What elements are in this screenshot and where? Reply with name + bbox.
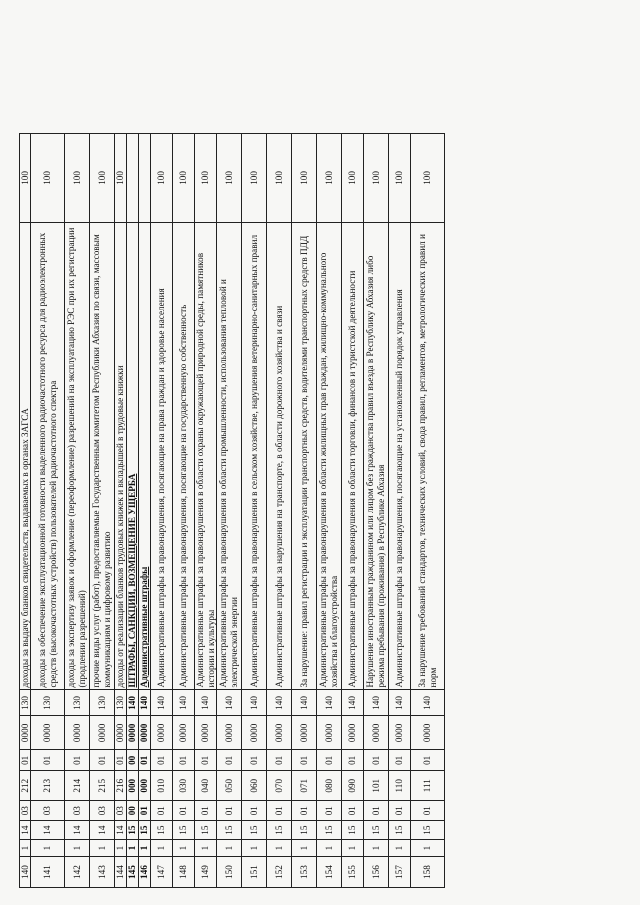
code-program-cell: 0000 <box>90 715 114 749</box>
code-group-cell: 1 <box>292 839 316 856</box>
row-number-cell: 151 <box>242 856 266 887</box>
code-program-cell: 0000 <box>151 715 172 749</box>
code-article-cell: 01 <box>139 800 150 820</box>
code-economic-cell: 140 <box>292 689 316 715</box>
description-cell: Административные штрафы за нарушения на транспорте, в области дорожного хозяйства и связи <box>267 222 291 690</box>
percent-cell: 100 <box>96 171 107 185</box>
description-cell: Административные штрафы за правонарушения в сельском хозяйстве, нарушения ветеринарно-санитарных правил <box>242 222 266 690</box>
code-element-cell: 01 <box>115 749 126 770</box>
code-program-cell: 0000 <box>127 715 138 749</box>
row-number-cell: 141 <box>31 856 64 887</box>
row-number-cell: 155 <box>342 856 363 887</box>
code-economic-cell: 140 <box>217 689 241 715</box>
code-subarticle-cell: 000 <box>127 770 138 800</box>
percent-cell: 100 <box>20 171 30 185</box>
percent-cell: 100 <box>248 171 259 185</box>
table-row <box>195 133 217 888</box>
code-article-cell: 03 <box>20 800 30 820</box>
description-cell: За нарушение требований стандартов, технических условий, свода правил, регламентов, метрологических правил и норм <box>411 222 444 690</box>
code-element-cell: 01 <box>90 749 114 770</box>
code-subarticle-cell: 070 <box>267 770 291 800</box>
code-element-cell: 01 <box>364 749 388 770</box>
code-economic-cell: 140 <box>389 689 410 715</box>
code-subgroup-cell: 15 <box>195 820 216 839</box>
code-program-cell: 0000 <box>217 715 241 749</box>
code-program-cell: 0000 <box>115 715 126 749</box>
table-row <box>90 133 115 888</box>
code-program-cell: 0000 <box>20 715 30 749</box>
code-subarticle-cell: 110 <box>389 770 410 800</box>
code-subgroup-cell: 15 <box>151 820 172 839</box>
percent-cell <box>139 134 150 222</box>
code-group-cell: 1 <box>217 839 241 856</box>
row-number-cell: 148 <box>173 856 194 887</box>
code-subarticle-cell: 060 <box>242 770 266 800</box>
percent-cell: 100 <box>71 171 82 185</box>
code-subgroup-cell: 15 <box>127 820 138 839</box>
code-subgroup-cell: 14 <box>90 820 114 839</box>
table-row <box>267 133 292 888</box>
code-element-cell: 01 <box>20 749 30 770</box>
code-article-cell: 01 <box>173 800 194 820</box>
budget-classification-table <box>19 133 445 888</box>
table-row <box>115 133 127 888</box>
code-article-cell: 03 <box>115 800 126 820</box>
table-row <box>217 133 242 888</box>
description-cell: Административные штрафы <box>139 222 150 690</box>
description-cell: Административные штрафы за правонарушения в области жилищных прав граждан, жилищно-коммунального хозяйства и благоустройства <box>317 222 341 690</box>
code-group-cell: 1 <box>389 839 410 856</box>
table-row <box>19 133 31 888</box>
code-element-cell: 01 <box>267 749 291 770</box>
code-economic-cell: 130 <box>90 689 114 715</box>
table-row <box>151 133 173 888</box>
code-subarticle-cell: 212 <box>20 770 30 800</box>
row-number-cell: 147 <box>151 856 172 887</box>
code-element-cell: 00 <box>127 749 138 770</box>
description-cell: Административные штрафы за правонарушения, посягающие на права граждан и здоровье населения <box>151 222 172 690</box>
code-economic-cell: 130 <box>20 689 30 715</box>
code-article-cell: 01 <box>195 800 216 820</box>
code-subgroup-cell: 15 <box>411 820 444 839</box>
code-article-cell: 01 <box>151 800 172 820</box>
code-program-cell: 0000 <box>317 715 341 749</box>
code-subarticle-cell: 010 <box>151 770 172 800</box>
description-cell: Нарушение иностранным гражданином или лицом без гражданства правил въезда в Республику Абхазия либо режима пребывания (проживания) в Республике Абхазия <box>364 222 388 690</box>
code-economic-cell: 140 <box>411 689 444 715</box>
code-program-cell: 0000 <box>364 715 388 749</box>
table-row <box>342 133 364 888</box>
code-subgroup-cell: 15 <box>242 820 266 839</box>
code-group-cell: 1 <box>127 839 138 856</box>
table-row <box>364 133 389 888</box>
row-number-cell: 149 <box>195 856 216 887</box>
code-subgroup-cell: 14 <box>31 820 64 839</box>
code-element-cell: 01 <box>65 749 89 770</box>
row-number-cell: 142 <box>65 856 89 887</box>
percent-cell: 100 <box>422 171 432 185</box>
code-economic-cell: 130 <box>31 689 64 715</box>
code-group-cell: 1 <box>139 839 150 856</box>
row-number-cell: 150 <box>217 856 241 887</box>
code-group-cell: 1 <box>31 839 64 856</box>
code-article-cell: 01 <box>411 800 444 820</box>
code-group-cell: 1 <box>267 839 291 856</box>
code-group-cell: 1 <box>411 839 444 856</box>
row-number-cell: 144 <box>115 856 126 887</box>
description-cell: доходы от реализации бланков трудовых книжек и вкладышей в трудовые книжки <box>115 222 126 690</box>
code-subarticle-cell: 080 <box>317 770 341 800</box>
row-number-cell: 140 <box>20 856 30 887</box>
percent-cell: 100 <box>115 171 125 185</box>
code-economic-cell: 140 <box>173 689 194 715</box>
code-economic-cell: 140 <box>139 689 150 715</box>
code-program-cell: 0000 <box>342 715 363 749</box>
code-economic-cell: 140 <box>195 689 216 715</box>
code-article-cell: 00 <box>127 800 138 820</box>
code-article-cell: 01 <box>242 800 266 820</box>
percent-cell <box>127 134 138 222</box>
description-cell: доходы за выдачу бланков свидетельств, выдаваемых в органах ЗАГСА <box>20 222 30 690</box>
code-group-cell: 1 <box>342 839 363 856</box>
code-article-cell: 03 <box>65 800 89 820</box>
table-row <box>242 133 267 888</box>
code-program-cell: 0000 <box>139 715 150 749</box>
code-economic-cell: 140 <box>242 689 266 715</box>
code-article-cell: 01 <box>292 800 316 820</box>
rotated-table-sheet <box>19 133 609 888</box>
code-article-cell: 01 <box>317 800 341 820</box>
code-subarticle-cell: 071 <box>292 770 316 800</box>
code-subarticle-cell: 216 <box>115 770 126 800</box>
code-element-cell: 01 <box>139 749 150 770</box>
code-article-cell: 01 <box>342 800 363 820</box>
table-row <box>127 133 139 888</box>
code-element-cell: 01 <box>292 749 316 770</box>
table-row <box>173 133 195 888</box>
code-program-cell: 0000 <box>242 715 266 749</box>
row-number-cell: 146 <box>139 856 150 887</box>
code-element-cell: 01 <box>242 749 266 770</box>
code-element-cell: 01 <box>195 749 216 770</box>
code-subarticle-cell: 000 <box>139 770 150 800</box>
code-subgroup-cell: 15 <box>292 820 316 839</box>
description-cell: доходы за экспертизу заявок и оформление (переоформление) разрешений на эксплуатацию РЭС при их регистрации (продлении разрешений) <box>65 222 89 690</box>
code-subgroup-cell: 15 <box>139 820 150 839</box>
code-subarticle-cell: 050 <box>217 770 241 800</box>
percent-cell: 100 <box>273 171 284 185</box>
row-number-cell: 145 <box>127 856 138 887</box>
code-group-cell: 1 <box>115 839 126 856</box>
description-cell: Административные штрафы за правонарушения в области торговли, финансов и туристской деятельности <box>342 222 363 690</box>
code-subgroup-cell: 15 <box>267 820 291 839</box>
code-program-cell: 0000 <box>173 715 194 749</box>
table-row <box>389 133 411 888</box>
code-group-cell: 1 <box>364 839 388 856</box>
code-element-cell: 01 <box>389 749 410 770</box>
row-number-cell: 158 <box>411 856 444 887</box>
code-element-cell: 01 <box>31 749 64 770</box>
description-cell: Административные штрафы за правонарушения в области промышленности, использования тепловой и электрической энергии <box>217 222 241 690</box>
description-cell: ШТРАФЫ, САНКЦИИ, ВОЗМЕЩЕНИЕ УЩЕРБА <box>127 222 138 690</box>
code-economic-cell: 140 <box>364 689 388 715</box>
description-cell: Административные штрафы за правонарушения, посягающие на установленный порядок управления <box>389 222 410 690</box>
code-subarticle-cell: 213 <box>31 770 64 800</box>
row-number-cell: 152 <box>267 856 291 887</box>
code-subarticle-cell: 111 <box>411 770 444 800</box>
code-element-cell: 01 <box>342 749 363 770</box>
code-subgroup-cell: 14 <box>65 820 89 839</box>
code-element-cell: 01 <box>411 749 444 770</box>
code-subarticle-cell: 090 <box>342 770 363 800</box>
code-economic-cell: 140 <box>342 689 363 715</box>
row-number-cell: 157 <box>389 856 410 887</box>
code-group-cell: 1 <box>195 839 216 856</box>
code-program-cell: 0000 <box>389 715 410 749</box>
code-subgroup-cell: 15 <box>389 820 410 839</box>
code-element-cell: 01 <box>151 749 172 770</box>
description-cell: За нарушение: правил регистрации и эксплуатации транспортных средств, водителями транспортных средств ПДД <box>292 222 316 690</box>
code-group-cell: 1 <box>65 839 89 856</box>
description-cell: Административные штрафы за правонарушения, посягающие на государственную собственность <box>173 222 194 690</box>
code-group-cell: 1 <box>20 839 30 856</box>
code-group-cell: 1 <box>242 839 266 856</box>
code-subgroup-cell: 14 <box>115 820 126 839</box>
row-number-cell: 143 <box>90 856 114 887</box>
code-economic-cell: 130 <box>65 689 89 715</box>
code-economic-cell: 140 <box>267 689 291 715</box>
code-subarticle-cell: 040 <box>195 770 216 800</box>
table-row <box>31 133 65 888</box>
code-subgroup-cell: 14 <box>20 820 30 839</box>
code-subarticle-cell: 030 <box>173 770 194 800</box>
percent-cell: 100 <box>42 171 52 185</box>
table-row <box>292 133 317 888</box>
code-program-cell: 0000 <box>267 715 291 749</box>
code-element-cell: 01 <box>217 749 241 770</box>
code-program-cell: 0000 <box>31 715 64 749</box>
code-subgroup-cell: 15 <box>173 820 194 839</box>
code-article-cell: 01 <box>389 800 410 820</box>
code-program-cell: 0000 <box>65 715 89 749</box>
code-group-cell: 1 <box>317 839 341 856</box>
code-article-cell: 01 <box>217 800 241 820</box>
code-subgroup-cell: 15 <box>217 820 241 839</box>
code-article-cell: 03 <box>31 800 64 820</box>
code-article-cell: 01 <box>364 800 388 820</box>
code-subgroup-cell: 15 <box>364 820 388 839</box>
code-element-cell: 01 <box>173 749 194 770</box>
percent-cell: 100 <box>223 171 234 185</box>
description-cell: доходы за обеспечение эксплуатационной готовности выделенного радиочастотного ресурса для радиоэлектронных средств (высокочастотных устройств) пользователей радиочастотного спектра <box>31 222 64 690</box>
code-economic-cell: 140 <box>317 689 341 715</box>
row-number-cell: 153 <box>292 856 316 887</box>
description-cell: прочие виды услуг (работ), предоставляемые Государственным комитетом Республики Абхазия по связи, массовым коммуникациям и цифровому развитию <box>90 222 114 690</box>
percent-cell: 100 <box>200 171 210 185</box>
code-subarticle-cell: 215 <box>90 770 114 800</box>
table-row <box>411 133 445 888</box>
table-row <box>65 133 90 888</box>
description-cell: Административные штрафы за правонарушения в области охраны окружающей природной среды, памятников истории и культуры <box>195 222 216 690</box>
row-number-cell: 154 <box>317 856 341 887</box>
percent-cell: 100 <box>323 171 334 185</box>
code-article-cell: 01 <box>267 800 291 820</box>
code-subarticle-cell: 214 <box>65 770 89 800</box>
percent-cell: 100 <box>298 171 309 185</box>
code-group-cell: 1 <box>173 839 194 856</box>
code-subarticle-cell: 101 <box>364 770 388 800</box>
code-program-cell: 0000 <box>292 715 316 749</box>
code-economic-cell: 130 <box>115 689 126 715</box>
code-element-cell: 01 <box>317 749 341 770</box>
table-row <box>139 133 151 888</box>
code-article-cell: 03 <box>90 800 114 820</box>
code-program-cell: 0000 <box>411 715 444 749</box>
percent-cell: 100 <box>156 171 166 185</box>
percent-cell: 100 <box>394 171 404 185</box>
code-subgroup-cell: 15 <box>317 820 341 839</box>
code-group-cell: 1 <box>151 839 172 856</box>
code-economic-cell: 140 <box>151 689 172 715</box>
percent-cell: 100 <box>347 171 357 185</box>
code-subgroup-cell: 15 <box>342 820 363 839</box>
code-program-cell: 0000 <box>195 715 216 749</box>
percent-cell: 100 <box>370 171 381 185</box>
code-economic-cell: 140 <box>127 689 138 715</box>
table-row <box>317 133 342 888</box>
row-number-cell: 156 <box>364 856 388 887</box>
percent-cell: 100 <box>178 171 188 185</box>
code-group-cell: 1 <box>90 839 114 856</box>
